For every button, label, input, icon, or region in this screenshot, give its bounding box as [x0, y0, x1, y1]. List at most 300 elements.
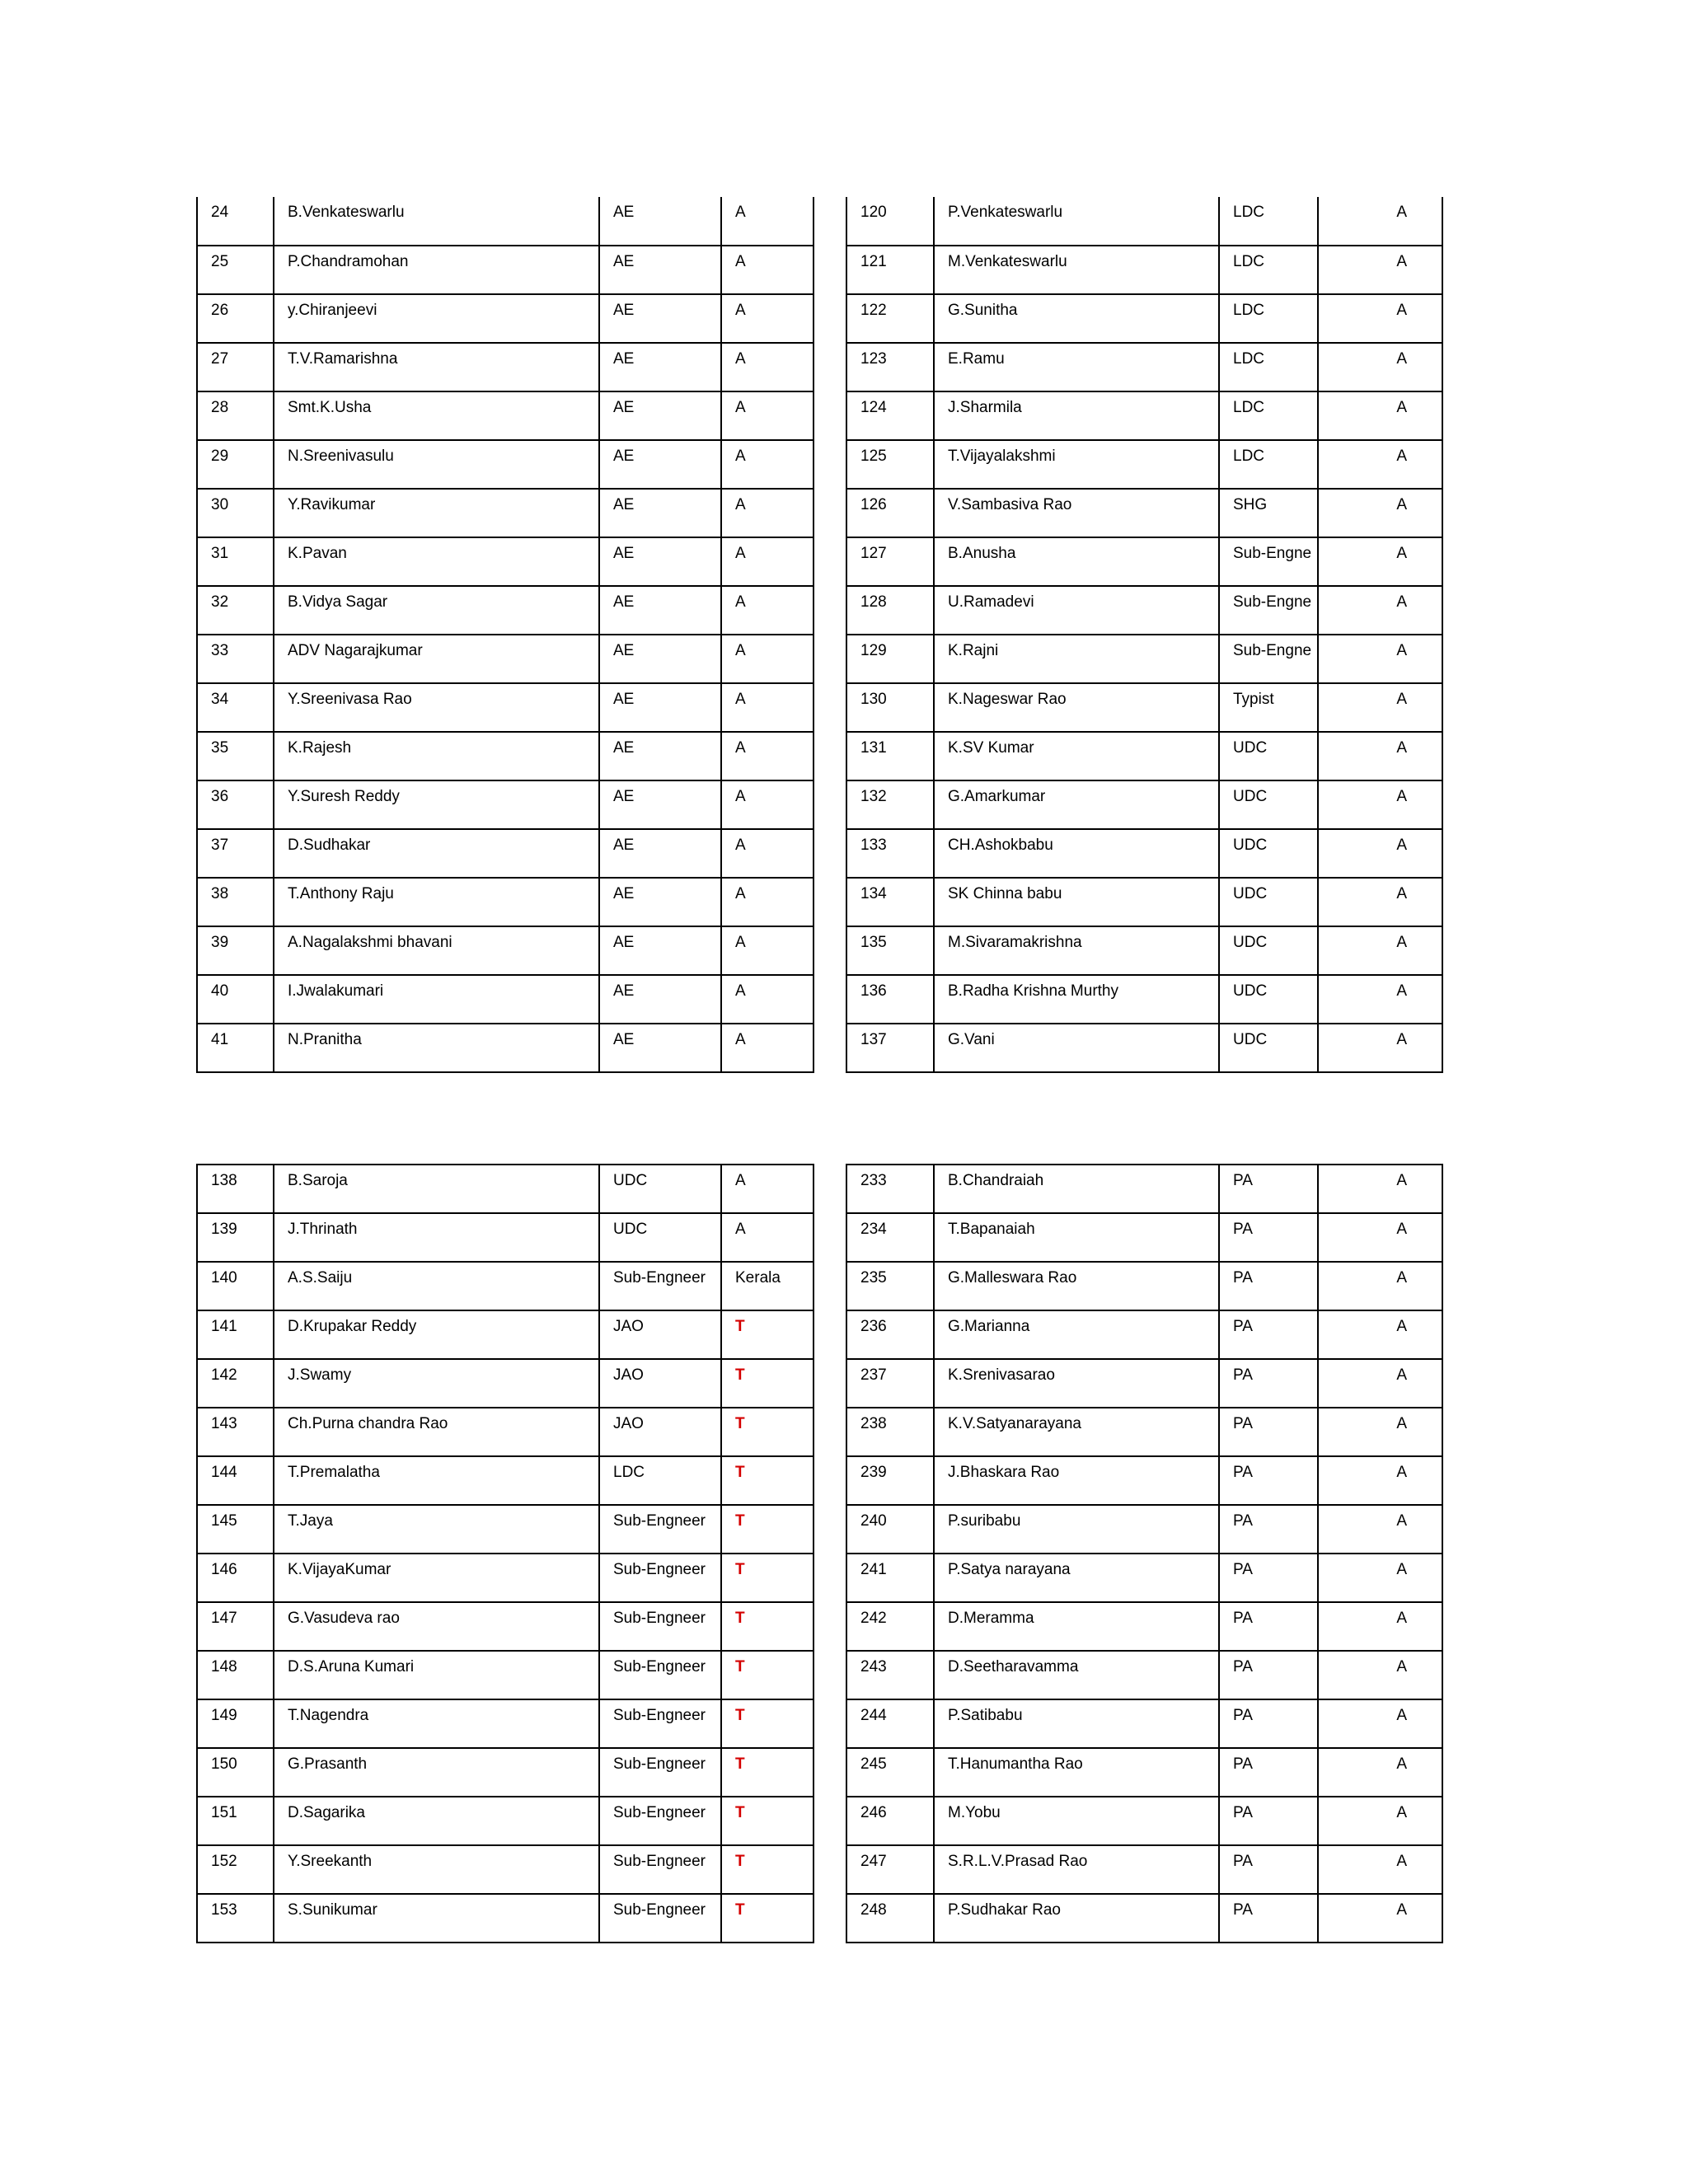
- employee-name-cell: G.Vani: [934, 1024, 1219, 1072]
- table-row: [846, 489, 1442, 537]
- employee-name-cell: T.Jaya: [274, 1505, 599, 1554]
- table-row: [197, 586, 814, 635]
- table-row: [846, 440, 1442, 489]
- serial-number-cell: 151: [197, 1797, 274, 1845]
- table-row: [846, 926, 1442, 975]
- table-row: [846, 1456, 1442, 1505]
- status-cell: A: [1318, 1894, 1442, 1943]
- serial-number-cell: 129: [846, 635, 934, 683]
- employee-name-cell: M.Venkateswarlu: [934, 246, 1219, 294]
- employee-name-cell: A.Nagalakshmi bhavani: [274, 926, 599, 975]
- employee-name-cell: y.Chiranjeevi: [274, 294, 599, 343]
- employee-name-cell: Y.Ravikumar: [274, 489, 599, 537]
- designation-cell: PA: [1219, 1748, 1318, 1797]
- status-cell: A: [1318, 197, 1442, 246]
- serial-number-cell: 143: [197, 1408, 274, 1456]
- employee-name-cell: P.Satibabu: [934, 1699, 1219, 1748]
- designation-cell: AE: [599, 294, 721, 343]
- table-row: [846, 1748, 1442, 1797]
- serial-number-cell: 128: [846, 586, 934, 635]
- designation-cell: PA: [1219, 1456, 1318, 1505]
- designation-cell: LDC: [1219, 391, 1318, 440]
- designation-cell: PA: [1219, 1408, 1318, 1456]
- designation-cell: Sub-Engneer: [599, 1894, 721, 1943]
- designation-cell: UDC: [599, 1213, 721, 1262]
- table-row: [846, 391, 1442, 440]
- designation-cell: UDC: [599, 1165, 721, 1213]
- status-cell: T: [721, 1748, 814, 1797]
- status-cell: A: [721, 635, 814, 683]
- serial-number-cell: 241: [846, 1554, 934, 1602]
- table-row: [197, 878, 814, 926]
- serial-number-cell: 153: [197, 1894, 274, 1943]
- designation-cell: Sub-Engneer: [599, 1505, 721, 1554]
- table-row: [197, 1213, 814, 1262]
- designation-cell: PA: [1219, 1894, 1318, 1943]
- designation-cell: JAO: [599, 1310, 721, 1359]
- serial-number-cell: 237: [846, 1359, 934, 1408]
- status-cell: A: [1318, 586, 1442, 635]
- table-row: [197, 780, 814, 829]
- status-cell: A: [721, 926, 814, 975]
- employee-name-cell: K.VijayaKumar: [274, 1554, 599, 1602]
- table-row: [846, 1699, 1442, 1748]
- designation-cell: AE: [599, 780, 721, 829]
- serial-number-cell: 27: [197, 343, 274, 391]
- employee-name-cell: J.Sharmila: [934, 391, 1219, 440]
- employee-name-cell: P.Satya narayana: [934, 1554, 1219, 1602]
- designation-cell: JAO: [599, 1408, 721, 1456]
- serial-number-cell: 127: [846, 537, 934, 586]
- employee-name-cell: Ch.Purna chandra Rao: [274, 1408, 599, 1456]
- status-cell: A: [721, 294, 814, 343]
- employee-name-cell: P.Chandramohan: [274, 246, 599, 294]
- status-cell: A: [1318, 878, 1442, 926]
- serial-number-cell: 135: [846, 926, 934, 975]
- serial-number-cell: 26: [197, 294, 274, 343]
- table-row: [197, 1359, 814, 1408]
- status-cell: A: [721, 829, 814, 878]
- table-row: [846, 635, 1442, 683]
- employee-name-cell: T.V.Ramarishna: [274, 343, 599, 391]
- designation-cell: UDC: [1219, 829, 1318, 878]
- serial-number-cell: 142: [197, 1359, 274, 1408]
- table-row: [197, 732, 814, 780]
- designation-cell: Sub-Engne: [1219, 586, 1318, 635]
- status-cell: A: [1318, 440, 1442, 489]
- serial-number-cell: 120: [846, 197, 934, 246]
- status-cell: A: [1318, 1024, 1442, 1072]
- designation-cell: AE: [599, 489, 721, 537]
- table-row: [197, 294, 814, 343]
- status-cell: A: [721, 246, 814, 294]
- serial-number-cell: 235: [846, 1262, 934, 1310]
- employee-name-cell: G.Prasanth: [274, 1748, 599, 1797]
- employee-name-cell: SK Chinna babu: [934, 878, 1219, 926]
- employee-name-cell: B.Vidya Sagar: [274, 586, 599, 635]
- employee-name-cell: K.Rajni: [934, 635, 1219, 683]
- table-row: [197, 1456, 814, 1505]
- status-cell: A: [1318, 1797, 1442, 1845]
- status-cell: A: [1318, 829, 1442, 878]
- status-cell: A: [721, 197, 814, 246]
- table-row: [846, 294, 1442, 343]
- serial-number-cell: 28: [197, 391, 274, 440]
- status-cell: T: [721, 1699, 814, 1748]
- table-row: [197, 537, 814, 586]
- employee-name-cell: N.Sreenivasulu: [274, 440, 599, 489]
- status-cell: A: [1318, 926, 1442, 975]
- employee-name-cell: T.Premalatha: [274, 1456, 599, 1505]
- designation-cell: PA: [1219, 1359, 1318, 1408]
- serial-number-cell: 39: [197, 926, 274, 975]
- designation-cell: Typist: [1219, 683, 1318, 732]
- status-cell: A: [721, 586, 814, 635]
- table-row: [846, 197, 1442, 246]
- status-cell: A: [721, 975, 814, 1024]
- designation-cell: Sub-Engneer: [599, 1845, 721, 1894]
- employee-name-cell: U.Ramadevi: [934, 586, 1219, 635]
- status-cell: A: [721, 878, 814, 926]
- serial-number-cell: 138: [197, 1165, 274, 1213]
- table-row: [197, 1262, 814, 1310]
- table-row: [197, 1845, 814, 1894]
- status-cell: A: [1318, 537, 1442, 586]
- table-row: [846, 1213, 1442, 1262]
- serial-number-cell: 131: [846, 732, 934, 780]
- designation-cell: AE: [599, 197, 721, 246]
- status-cell: T: [721, 1845, 814, 1894]
- employee-name-cell: B.Radha Krishna Murthy: [934, 975, 1219, 1024]
- status-cell: A: [1318, 1651, 1442, 1699]
- status-cell: T: [721, 1797, 814, 1845]
- employee-name-cell: Y.Sreenivasa Rao: [274, 683, 599, 732]
- serial-number-cell: 122: [846, 294, 934, 343]
- serial-number-cell: 38: [197, 878, 274, 926]
- table-row: [197, 1797, 814, 1845]
- employee-name-cell: B.Anusha: [934, 537, 1219, 586]
- serial-number-cell: 248: [846, 1894, 934, 1943]
- status-cell: A: [1318, 1456, 1442, 1505]
- table-row: [197, 1165, 814, 1213]
- table-row: [846, 683, 1442, 732]
- status-cell: Kerala: [721, 1262, 814, 1310]
- serial-number-cell: 152: [197, 1845, 274, 1894]
- table-row: [197, 1024, 814, 1072]
- status-cell: A: [1318, 732, 1442, 780]
- status-cell: A: [1318, 683, 1442, 732]
- table-row: [846, 1797, 1442, 1845]
- employee-name-cell: S.Sunikumar: [274, 1894, 599, 1943]
- designation-cell: AE: [599, 440, 721, 489]
- serial-number-cell: 25: [197, 246, 274, 294]
- designation-cell: AE: [599, 975, 721, 1024]
- employee-name-cell: D.Krupakar Reddy: [274, 1310, 599, 1359]
- serial-number-cell: 121: [846, 246, 934, 294]
- employee-name-cell: T.Anthony Raju: [274, 878, 599, 926]
- designation-cell: AE: [599, 635, 721, 683]
- employee-name-cell: G.Amarkumar: [934, 780, 1219, 829]
- table-row: [197, 635, 814, 683]
- serial-number-cell: 247: [846, 1845, 934, 1894]
- employee-name-cell: K.Srenivasarao: [934, 1359, 1219, 1408]
- designation-cell: UDC: [1219, 732, 1318, 780]
- employee-name-cell: M.Sivaramakrishna: [934, 926, 1219, 975]
- designation-cell: AE: [599, 246, 721, 294]
- table-row: [197, 975, 814, 1024]
- serial-number-cell: 40: [197, 975, 274, 1024]
- serial-number-cell: 37: [197, 829, 274, 878]
- employee-name-cell: I.Jwalakumari: [274, 975, 599, 1024]
- employee-name-cell: T.Vijayalakshmi: [934, 440, 1219, 489]
- table-row: [197, 683, 814, 732]
- employee-name-cell: G.Sunitha: [934, 294, 1219, 343]
- status-cell: A: [1318, 1699, 1442, 1748]
- designation-cell: AE: [599, 391, 721, 440]
- employee-name-cell: P.Venkateswarlu: [934, 197, 1219, 246]
- table-row: [846, 780, 1442, 829]
- designation-cell: AE: [599, 1024, 721, 1072]
- status-cell: A: [1318, 1213, 1442, 1262]
- serial-number-cell: 133: [846, 829, 934, 878]
- employee-name-cell: D.Sudhakar: [274, 829, 599, 878]
- status-cell: T: [721, 1359, 814, 1408]
- table-row: [846, 1359, 1442, 1408]
- serial-number-cell: 34: [197, 683, 274, 732]
- table-row: [197, 1651, 814, 1699]
- table-row: [846, 975, 1442, 1024]
- employee-name-cell: M.Yobu: [934, 1797, 1219, 1845]
- serial-number-cell: 246: [846, 1797, 934, 1845]
- employee-name-cell: K.SV Kumar: [934, 732, 1219, 780]
- table-row: [846, 246, 1442, 294]
- table-row: [197, 197, 814, 246]
- designation-cell: LDC: [1219, 343, 1318, 391]
- status-cell: A: [1318, 1408, 1442, 1456]
- serial-number-cell: 139: [197, 1213, 274, 1262]
- designation-cell: AE: [599, 926, 721, 975]
- table-row: [197, 1748, 814, 1797]
- serial-number-cell: 124: [846, 391, 934, 440]
- serial-number-cell: 141: [197, 1310, 274, 1359]
- table-row: [197, 1602, 814, 1651]
- table-row: [846, 1602, 1442, 1651]
- designation-cell: UDC: [1219, 926, 1318, 975]
- serial-number-cell: 125: [846, 440, 934, 489]
- employee-name-cell: J.Bhaskara Rao: [934, 1456, 1219, 1505]
- status-cell: A: [1318, 294, 1442, 343]
- status-cell: T: [721, 1602, 814, 1651]
- employee-name-cell: G.Malleswara Rao: [934, 1262, 1219, 1310]
- employee-name-cell: T.Hanumantha Rao: [934, 1748, 1219, 1797]
- designation-cell: PA: [1219, 1797, 1318, 1845]
- employee-name-cell: B.Chandraiah: [934, 1165, 1219, 1213]
- status-cell: A: [1318, 780, 1442, 829]
- designation-cell: LDC: [1219, 197, 1318, 246]
- table-row: [846, 829, 1442, 878]
- status-cell: A: [721, 343, 814, 391]
- designation-cell: AE: [599, 343, 721, 391]
- table-row: [197, 489, 814, 537]
- employee-name-cell: Y.Sreekanth: [274, 1845, 599, 1894]
- employee-name-cell: P.Sudhakar Rao: [934, 1894, 1219, 1943]
- designation-cell: Sub-Engneer: [599, 1797, 721, 1845]
- table-row: [846, 1408, 1442, 1456]
- table-row: [846, 1165, 1442, 1213]
- serial-number-cell: 31: [197, 537, 274, 586]
- status-cell: A: [721, 489, 814, 537]
- table-row: [197, 1408, 814, 1456]
- status-cell: A: [721, 683, 814, 732]
- table-row: [197, 246, 814, 294]
- status-cell: A: [1318, 1554, 1442, 1602]
- serial-number-cell: 234: [846, 1213, 934, 1262]
- serial-number-cell: 134: [846, 878, 934, 926]
- employee-name-cell: P.suribabu: [934, 1505, 1219, 1554]
- status-cell: A: [1318, 1165, 1442, 1213]
- serial-number-cell: 244: [846, 1699, 934, 1748]
- status-cell: T: [721, 1456, 814, 1505]
- designation-cell: Sub-Engneer: [599, 1748, 721, 1797]
- employee-name-cell: Y.Suresh Reddy: [274, 780, 599, 829]
- employee-name-cell: J.Thrinath: [274, 1213, 599, 1262]
- table-row: [197, 1699, 814, 1748]
- employee-name-cell: T.Nagendra: [274, 1699, 599, 1748]
- serial-number-cell: 240: [846, 1505, 934, 1554]
- block1-left-table: [196, 197, 814, 1073]
- table-row: [846, 1894, 1442, 1943]
- designation-cell: PA: [1219, 1262, 1318, 1310]
- employee-name-cell: K.V.Satyanarayana: [934, 1408, 1219, 1456]
- employee-name-cell: D.Sagarika: [274, 1797, 599, 1845]
- serial-number-cell: 24: [197, 197, 274, 246]
- designation-cell: PA: [1219, 1213, 1318, 1262]
- table-row: [846, 1024, 1442, 1072]
- table-row: [197, 1505, 814, 1554]
- serial-number-cell: 243: [846, 1651, 934, 1699]
- designation-cell: Sub-Engne: [1219, 635, 1318, 683]
- table-row: [846, 1554, 1442, 1602]
- employee-name-cell: Smt.K.Usha: [274, 391, 599, 440]
- table-row: [197, 1894, 814, 1943]
- table-row: [846, 732, 1442, 780]
- designation-cell: LDC: [599, 1456, 721, 1505]
- status-cell: A: [1318, 343, 1442, 391]
- status-cell: A: [721, 391, 814, 440]
- serial-number-cell: 144: [197, 1456, 274, 1505]
- serial-number-cell: 36: [197, 780, 274, 829]
- status-cell: A: [1318, 1505, 1442, 1554]
- employee-name-cell: D.Meramma: [934, 1602, 1219, 1651]
- serial-number-cell: 35: [197, 732, 274, 780]
- serial-number-cell: 33: [197, 635, 274, 683]
- status-cell: A: [1318, 1310, 1442, 1359]
- status-cell: A: [1318, 635, 1442, 683]
- serial-number-cell: 245: [846, 1748, 934, 1797]
- serial-number-cell: 150: [197, 1748, 274, 1797]
- table-row: [846, 1651, 1442, 1699]
- serial-number-cell: 145: [197, 1505, 274, 1554]
- serial-number-cell: 233: [846, 1165, 934, 1213]
- employee-name-cell: T.Bapanaiah: [934, 1213, 1219, 1262]
- status-cell: A: [721, 440, 814, 489]
- status-cell: A: [1318, 975, 1442, 1024]
- table-row: [846, 878, 1442, 926]
- serial-number-cell: 123: [846, 343, 934, 391]
- block2-left-table: [196, 1164, 814, 1943]
- serial-number-cell: 137: [846, 1024, 934, 1072]
- employee-name-cell: V.Sambasiva Rao: [934, 489, 1219, 537]
- status-cell: T: [721, 1554, 814, 1602]
- designation-cell: UDC: [1219, 975, 1318, 1024]
- designation-cell: AE: [599, 878, 721, 926]
- designation-cell: Sub-Engneer: [599, 1262, 721, 1310]
- employee-name-cell: N.Pranitha: [274, 1024, 599, 1072]
- serial-number-cell: 130: [846, 683, 934, 732]
- serial-number-cell: 126: [846, 489, 934, 537]
- table-row: [846, 586, 1442, 635]
- table-row: [197, 391, 814, 440]
- status-cell: T: [721, 1408, 814, 1456]
- status-cell: A: [1318, 1602, 1442, 1651]
- table-row: [197, 1310, 814, 1359]
- designation-cell: PA: [1219, 1554, 1318, 1602]
- designation-cell: AE: [599, 537, 721, 586]
- status-cell: A: [1318, 391, 1442, 440]
- employee-name-cell: K.Rajesh: [274, 732, 599, 780]
- employee-name-cell: J.Swamy: [274, 1359, 599, 1408]
- serial-number-cell: 132: [846, 780, 934, 829]
- table-row: [846, 343, 1442, 391]
- designation-cell: PA: [1219, 1165, 1318, 1213]
- designation-cell: UDC: [1219, 780, 1318, 829]
- employee-name-cell: K.Pavan: [274, 537, 599, 586]
- block2-right-table: [846, 1164, 1443, 1943]
- employee-name-cell: D.S.Aruna Kumari: [274, 1651, 599, 1699]
- designation-cell: PA: [1219, 1505, 1318, 1554]
- designation-cell: AE: [599, 586, 721, 635]
- serial-number-cell: 41: [197, 1024, 274, 1072]
- designation-cell: PA: [1219, 1845, 1318, 1894]
- serial-number-cell: 238: [846, 1408, 934, 1456]
- designation-cell: LDC: [1219, 294, 1318, 343]
- employee-name-cell: B.Venkateswarlu: [274, 197, 599, 246]
- designation-cell: PA: [1219, 1699, 1318, 1748]
- serial-number-cell: 242: [846, 1602, 934, 1651]
- status-cell: A: [721, 732, 814, 780]
- table-row: [846, 1262, 1442, 1310]
- status-cell: A: [721, 780, 814, 829]
- designation-cell: SHG: [1219, 489, 1318, 537]
- status-cell: A: [721, 1024, 814, 1072]
- status-cell: A: [721, 1165, 814, 1213]
- designation-cell: LDC: [1219, 246, 1318, 294]
- table-row: [846, 1505, 1442, 1554]
- designation-cell: JAO: [599, 1359, 721, 1408]
- table-row: [197, 343, 814, 391]
- table-row: [197, 926, 814, 975]
- status-cell: A: [1318, 1262, 1442, 1310]
- serial-number-cell: 239: [846, 1456, 934, 1505]
- status-cell: T: [721, 1505, 814, 1554]
- employee-name-cell: ADV Nagarajkumar: [274, 635, 599, 683]
- serial-number-cell: 32: [197, 586, 274, 635]
- table-row: [846, 1845, 1442, 1894]
- status-cell: A: [1318, 246, 1442, 294]
- status-cell: A: [1318, 1845, 1442, 1894]
- status-cell: T: [721, 1310, 814, 1359]
- serial-number-cell: 149: [197, 1699, 274, 1748]
